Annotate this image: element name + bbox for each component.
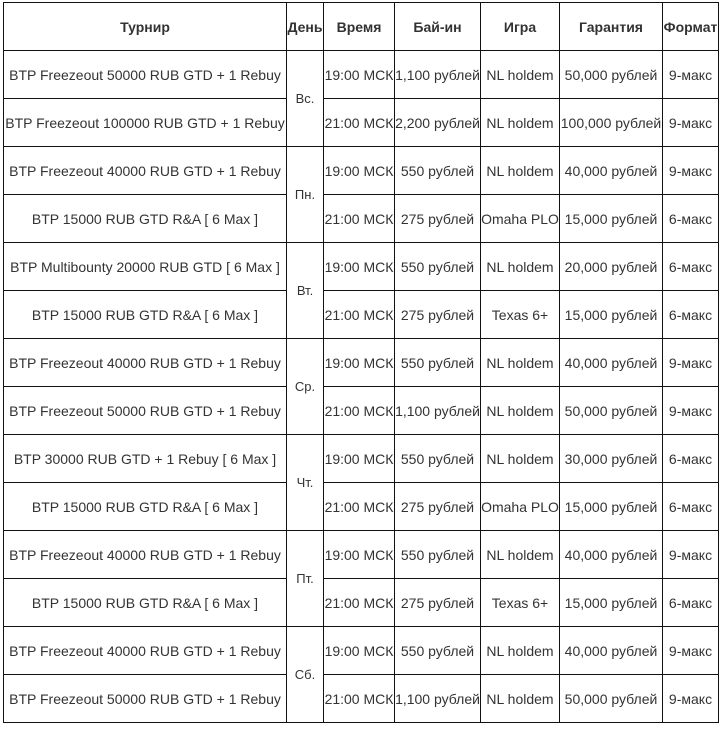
cell-format: 6-макс: [663, 195, 719, 243]
cell-format: 9-макс: [663, 387, 719, 435]
cell-time: 19:00 МСК: [324, 627, 395, 675]
cell-time: 21:00 МСК: [324, 579, 395, 627]
cell-guarantee: 100,000 рублей: [560, 99, 663, 147]
cell-format: 9-макс: [663, 339, 719, 387]
cell-guarantee: 15,000 рублей: [560, 291, 663, 339]
cell-tournament: BTP Freezeout 50000 RUB GTD + 1 Rebuy: [4, 51, 287, 99]
cell-time: 21:00 МСК: [324, 675, 395, 723]
cell-day: Ср.: [287, 339, 324, 435]
cell-buyin: 550 рублей: [395, 243, 481, 291]
table-row: [4, 387, 719, 435]
header-day: День: [287, 3, 324, 51]
cell-game: Texas 6+: [481, 291, 560, 339]
cell-day: Пн.: [287, 147, 324, 243]
cell-time: 21:00 МСК: [324, 99, 395, 147]
cell-buyin: 1,100 рублей: [395, 387, 481, 435]
cell-format: 9-макс: [663, 627, 719, 675]
cell-game: Texas 6+: [481, 579, 560, 627]
cell-time: 19:00 МСК: [324, 531, 395, 579]
cell-tournament: BTP Freezeout 40000 RUB GTD + 1 Rebuy: [4, 339, 287, 387]
cell-day: Сб.: [287, 627, 324, 723]
cell-guarantee: 15,000 рублей: [560, 483, 663, 531]
table-row: [4, 99, 719, 147]
cell-buyin: 275 рублей: [395, 579, 481, 627]
cell-buyin: 275 рублей: [395, 291, 481, 339]
cell-day: Пт.: [287, 531, 324, 627]
cell-guarantee: 50,000 рублей: [560, 387, 663, 435]
cell-day: Вт.: [287, 243, 324, 339]
cell-game: Omaha PLO: [481, 195, 560, 243]
cell-guarantee: 30,000 рублей: [560, 435, 663, 483]
cell-game: NL holdem: [481, 387, 560, 435]
cell-guarantee: 20,000 рублей: [560, 243, 663, 291]
header-buyin: Бай-ин: [395, 3, 481, 51]
cell-game: NL holdem: [481, 435, 560, 483]
tournament-schedule-table: [3, 2, 719, 723]
header-game: Игра: [481, 3, 560, 51]
cell-buyin: 2,200 рублей: [395, 99, 481, 147]
header-guarantee: Гарантия: [560, 3, 663, 51]
cell-tournament: BTP 15000 RUB GTD R&A [ 6 Max ]: [4, 483, 287, 531]
cell-time: 21:00 МСК: [324, 483, 395, 531]
cell-guarantee: 50,000 рублей: [560, 675, 663, 723]
cell-time: 19:00 МСК: [324, 243, 395, 291]
cell-buyin: 275 рублей: [395, 195, 481, 243]
table-row: [4, 147, 719, 195]
cell-guarantee: 40,000 рублей: [560, 339, 663, 387]
table-row: [4, 291, 719, 339]
cell-game: NL holdem: [481, 339, 560, 387]
cell-buyin: 550 рублей: [395, 339, 481, 387]
cell-tournament: BTP Multibounty 20000 RUB GTD [ 6 Max ]: [4, 243, 287, 291]
cell-buyin: 550 рублей: [395, 531, 481, 579]
cell-format: 6-макс: [663, 579, 719, 627]
cell-time: 19:00 МСК: [324, 339, 395, 387]
cell-day: Вс.: [287, 51, 324, 147]
table-row: [4, 339, 719, 387]
cell-guarantee: 15,000 рублей: [560, 195, 663, 243]
cell-time: 21:00 МСК: [324, 387, 395, 435]
cell-buyin: 1,100 рублей: [395, 51, 481, 99]
table-row: [4, 675, 719, 723]
cell-buyin: 550 рублей: [395, 435, 481, 483]
cell-format: 9-макс: [663, 675, 719, 723]
cell-tournament: BTP Freezeout 40000 RUB GTD + 1 Rebuy: [4, 627, 287, 675]
cell-tournament: BTP Freezeout 50000 RUB GTD + 1 Rebuy: [4, 675, 287, 723]
cell-time: 21:00 МСК: [324, 195, 395, 243]
cell-game: NL holdem: [481, 531, 560, 579]
header-time: Время: [324, 3, 395, 51]
header-row: [4, 3, 719, 51]
cell-time: 21:00 МСК: [324, 291, 395, 339]
table-row: [4, 435, 719, 483]
cell-guarantee: 40,000 рублей: [560, 147, 663, 195]
cell-tournament: BTP Freezeout 100000 RUB GTD + 1 Rebuy: [4, 99, 287, 147]
table-row: [4, 195, 719, 243]
cell-format: 6-макс: [663, 435, 719, 483]
cell-guarantee: 15,000 рублей: [560, 579, 663, 627]
cell-buyin: 1,100 рублей: [395, 675, 481, 723]
table-row: [4, 579, 719, 627]
cell-day: Чт.: [287, 435, 324, 531]
table-row: [4, 531, 719, 579]
cell-time: 19:00 МСК: [324, 147, 395, 195]
cell-game: NL holdem: [481, 99, 560, 147]
cell-tournament: BTP 15000 RUB GTD R&A [ 6 Max ]: [4, 195, 287, 243]
schedule-body: [4, 51, 719, 723]
cell-tournament: BTP 15000 RUB GTD R&A [ 6 Max ]: [4, 291, 287, 339]
cell-time: 19:00 МСК: [324, 51, 395, 99]
header-tournament: Турнир: [4, 3, 287, 51]
cell-time: 19:00 МСК: [324, 435, 395, 483]
cell-format: 6-макс: [663, 243, 719, 291]
cell-tournament: BTP 15000 RUB GTD R&A [ 6 Max ]: [4, 579, 287, 627]
cell-format: 9-макс: [663, 147, 719, 195]
cell-format: 9-макс: [663, 51, 719, 99]
cell-game: NL holdem: [481, 51, 560, 99]
cell-format: 6-макс: [663, 291, 719, 339]
cell-guarantee: 40,000 рублей: [560, 531, 663, 579]
cell-buyin: 550 рублей: [395, 147, 481, 195]
cell-format: 6-макс: [663, 483, 719, 531]
table-row: [4, 483, 719, 531]
cell-guarantee: 50,000 рублей: [560, 51, 663, 99]
table-row: [4, 243, 719, 291]
cell-guarantee: 40,000 рублей: [560, 627, 663, 675]
table-row: [4, 627, 719, 675]
cell-tournament: BTP 30000 RUB GTD + 1 Rebuy [ 6 Max ]: [4, 435, 287, 483]
cell-buyin: 275 рублей: [395, 483, 481, 531]
cell-buyin: 550 рублей: [395, 627, 481, 675]
cell-game: NL holdem: [481, 627, 560, 675]
cell-tournament: BTP Freezeout 40000 RUB GTD + 1 Rebuy: [4, 147, 287, 195]
cell-format: 9-макс: [663, 99, 719, 147]
cell-game: NL holdem: [481, 675, 560, 723]
cell-game: NL holdem: [481, 243, 560, 291]
cell-game: Omaha PLO: [481, 483, 560, 531]
cell-game: NL holdem: [481, 147, 560, 195]
cell-tournament: BTP Freezeout 50000 RUB GTD + 1 Rebuy: [4, 387, 287, 435]
table-row: [4, 51, 719, 99]
header-format: Формат: [663, 3, 719, 51]
cell-tournament: BTP Freezeout 40000 RUB GTD + 1 Rebuy: [4, 531, 287, 579]
cell-format: 9-макс: [663, 531, 719, 579]
